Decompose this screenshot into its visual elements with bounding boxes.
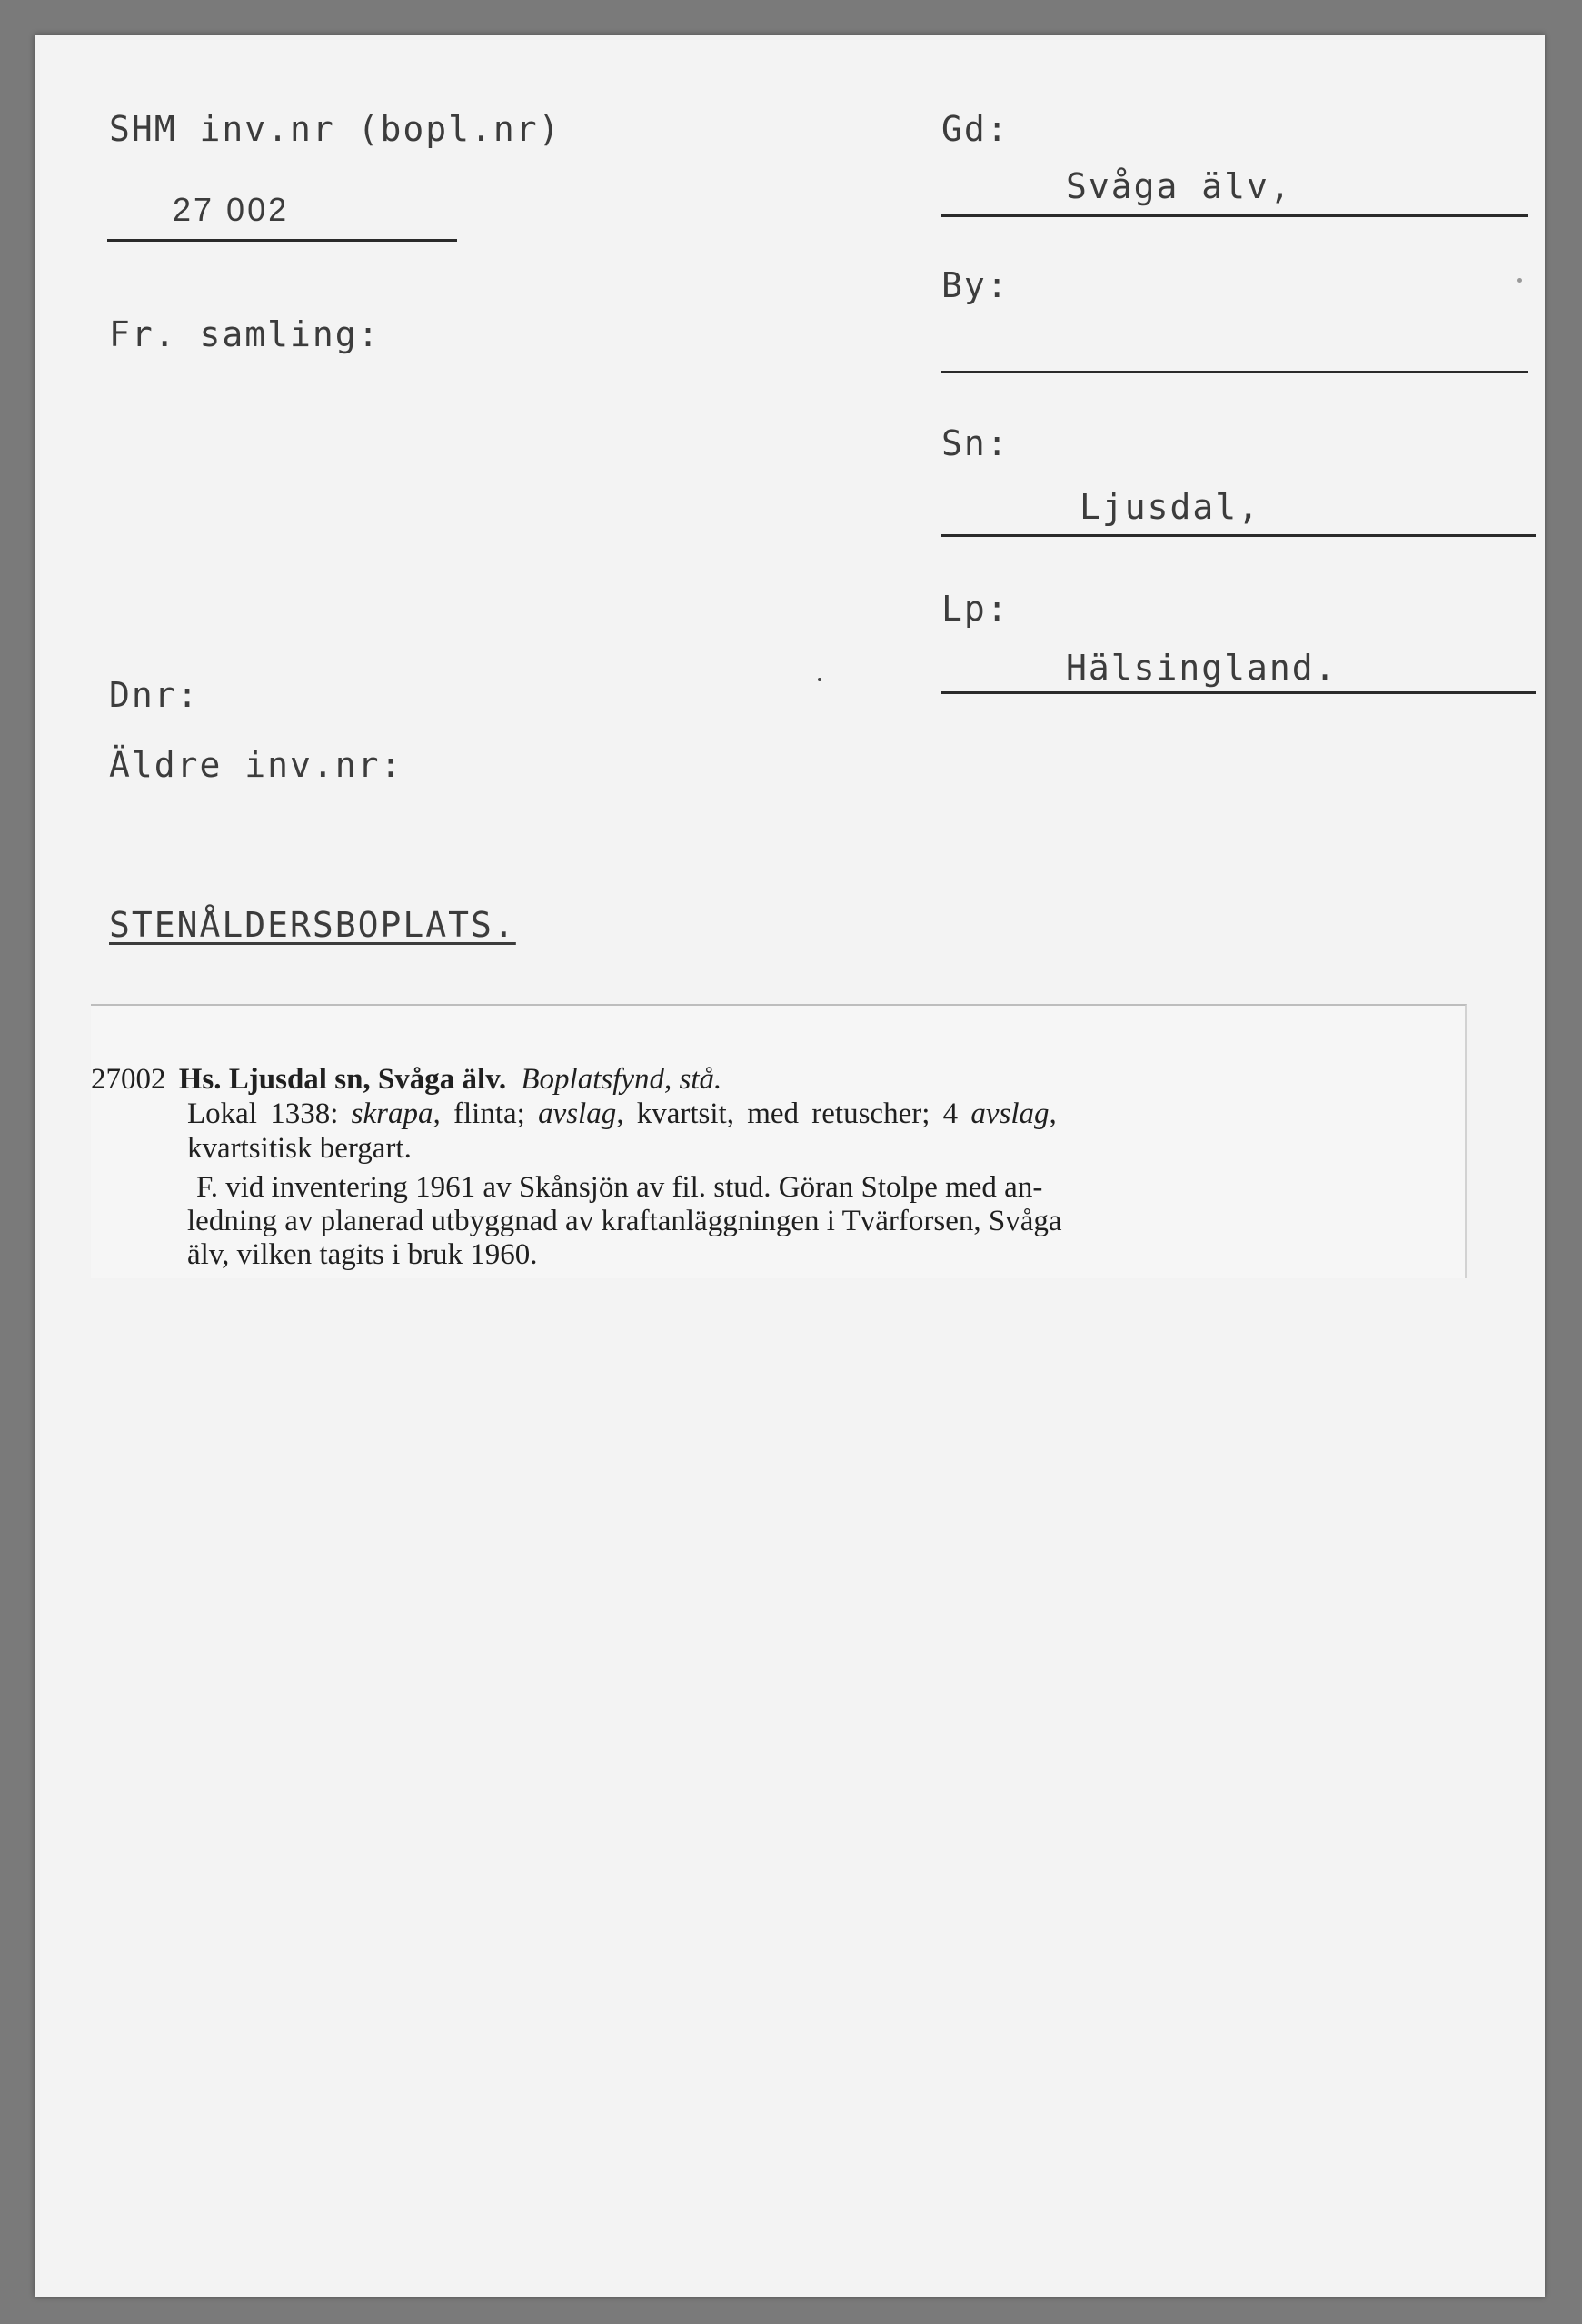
clipping-number: 27002	[91, 1063, 166, 1096]
sn-rule	[941, 534, 1536, 537]
sn-label: Sn:	[941, 423, 1010, 463]
clipping-line2-italic3: avslag,	[970, 1097, 1057, 1130]
pasted-clipping	[91, 1004, 1467, 1278]
gd-label: Gd:	[941, 109, 1010, 149]
clipping-line2-text1: Lokal 1338:	[187, 1097, 352, 1130]
clipping-heading-italic: Boplatsfynd, stå.	[521, 1063, 722, 1096]
fr-samling-label: Fr. samling:	[109, 314, 381, 354]
clipping-heading-bold: Hs. Ljusdal sn, Svåga älv.	[178, 1063, 507, 1096]
lp-rule	[941, 691, 1536, 694]
clipping-line2-italic2: avslag,	[538, 1097, 624, 1130]
clipping-line-5: ledning av planerad utbyggnad av kraftanläggningen i Tvärforsen, Svåga	[187, 1205, 1062, 1237]
category-heading: STENÅLDERSBOPLATS.	[109, 905, 516, 945]
dnr-label: Dnr:	[109, 675, 200, 715]
lp-value: Hälsingland.	[1066, 648, 1338, 688]
dust-speck	[1517, 278, 1522, 283]
sn-value: Ljusdal,	[1080, 487, 1261, 527]
clipping-line2-italic1: skrapa,	[351, 1097, 441, 1130]
clipping-line-6: älv, vilken tagits i bruk 1960.	[187, 1238, 538, 1271]
by-rule	[941, 371, 1528, 373]
inv-label: SHM inv.nr (bopl.nr)	[109, 109, 562, 149]
clipping-line2-text3: kvartsit, med retuscher; 4	[623, 1097, 971, 1130]
clipping-line-4: F. vid inventering 1961 av Skånsjön av fil. stud. Göran Stolpe med an-	[196, 1171, 1043, 1204]
inv-value: 27 002	[173, 191, 290, 228]
inv-value-rule	[107, 239, 457, 242]
clipping-line2-text2: flinta;	[440, 1097, 539, 1130]
clipping-line-3: kvartsitisk bergart.	[187, 1132, 412, 1165]
clipping-heading-line	[91, 1063, 721, 1097]
clipping-line-2	[187, 1097, 1057, 1131]
gd-rule	[941, 214, 1528, 217]
gd-value: Svåga älv,	[1066, 166, 1292, 206]
by-label: By:	[941, 265, 1010, 305]
lp-label: Lp:	[941, 589, 1010, 629]
aldre-inv-label: Äldre inv.nr:	[109, 745, 403, 785]
index-card	[35, 35, 1545, 2297]
dust-speck	[818, 678, 821, 681]
